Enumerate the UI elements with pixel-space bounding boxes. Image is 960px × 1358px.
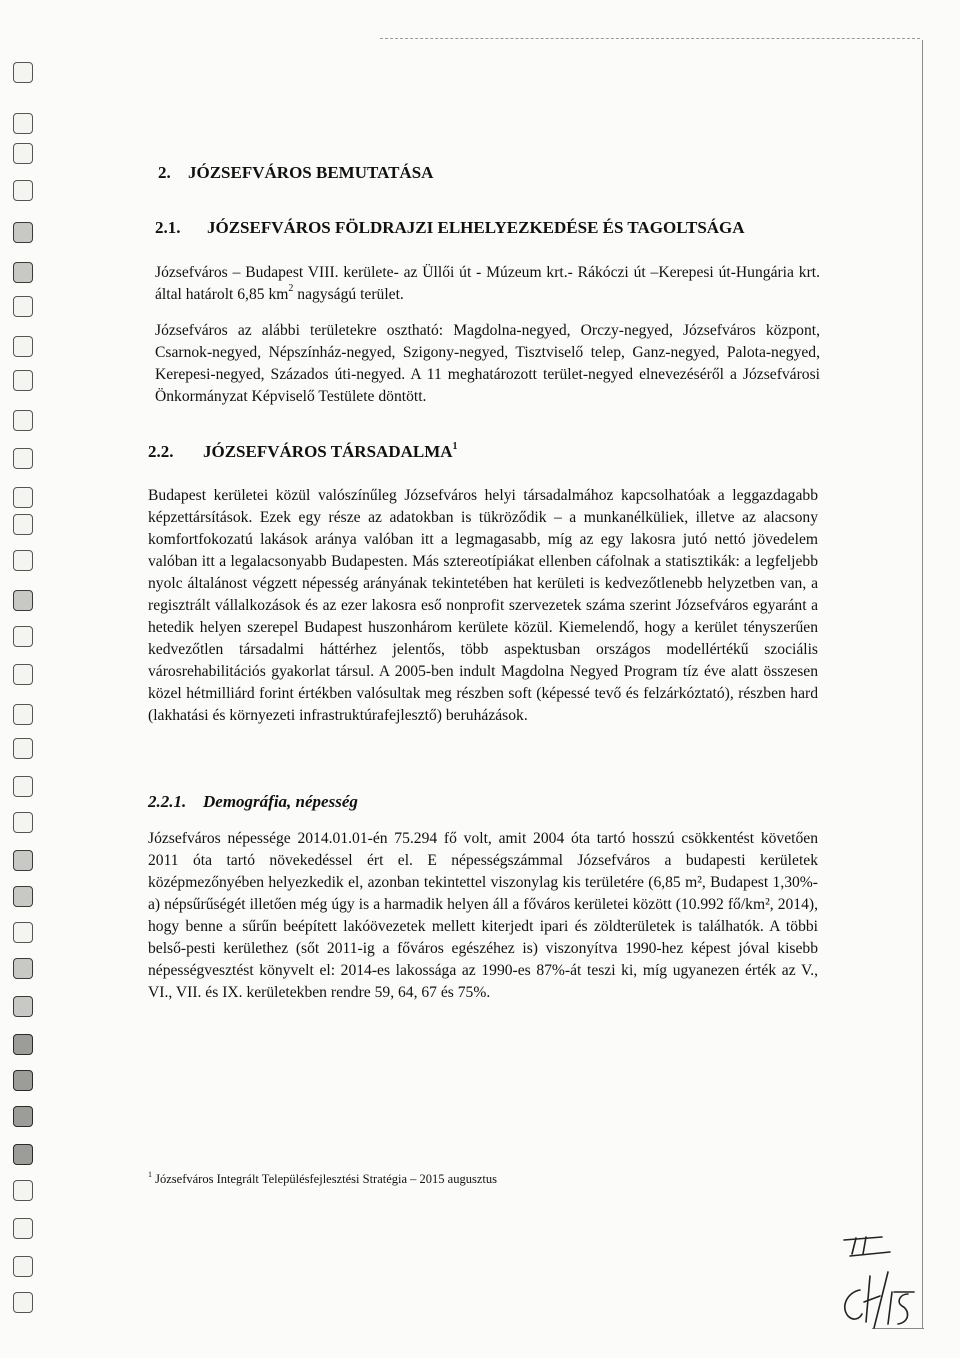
section-title: JÓZSEFVÁROS BEMUTATÁSA <box>188 163 434 182</box>
punch-hole <box>13 738 33 759</box>
binding-punch-holes <box>0 0 60 1358</box>
footnote <box>148 1172 497 1187</box>
paragraph-society: Budapest kerületei közül valószínűleg Józsefváros helyi társadalmához kapcsolhatóak a leggazdagabb képzettársítások. Ezek egy része az adatokban is tükröződik – a munkanélküliek, illetve az alacsony komfortfokozatú lakások aránya valóban itt a legmagasabb, míg az egy lakosra jutó nettó jövedelem valóban itt a legalacsonyabb Budapesten. Más sztereotípiákat ellenben cáfolnak a statisztikák: a legfeljebb nyolc általánost végzett népesség arányának tekintetében hat kerületi is kedvezőtlenebb helyzetben van, a regisztrált vállalkozások és az ezer lakosra eső nonprofit szervezetek száma szerint Józsefváros egyaránt a hetedik helyen szerepel Budapest huszonhárom kerülete közül. Kiemelendő, hogy a kerület tényszerűen kedvezőtlen társadalmi háttérhez jelentős, több aspektusban országos modellértékű szociális városrehabilitációs gyakorlat társul. A 2005-ben indult Magdolna Negyed Program tíz éve alatt összesen közel hétmilliárd forint értékben valósultak meg részben soft (képessé tevő és felzárkóztató), részben hard (lakhatási és környezeti infrastruktúrafejlesztő) beruházások. <box>148 487 818 724</box>
punch-hole <box>13 62 33 83</box>
section-title: JÓZSEFVÁROS TÁRSADALMA <box>203 442 453 461</box>
punch-hole <box>13 1218 33 1239</box>
punch-hole <box>13 296 33 317</box>
punch-hole <box>13 370 33 391</box>
scan-edge-top <box>380 38 920 39</box>
section-heading-2-2 <box>148 442 458 462</box>
punch-hole <box>13 590 33 611</box>
section-number: 2. <box>158 163 171 182</box>
punch-hole <box>13 704 33 725</box>
punch-hole <box>13 812 33 833</box>
punch-hole <box>13 958 33 979</box>
punch-hole <box>13 180 33 201</box>
punch-hole <box>13 996 33 1017</box>
punch-hole <box>13 222 33 243</box>
paragraph-location: Józsefváros – Budapest VIII. kerülete- az Üllői út - Múzeum krt.- Rákóczi út –Kerepesi út-Hungária krt. által határolt 6,85 $km^2$ nagyságú terület. <box>155 264 820 303</box>
handwritten-page-mark <box>830 1232 925 1332</box>
punch-hole <box>13 1256 33 1277</box>
punch-hole <box>13 262 33 283</box>
footnote-text: Józsefváros Integrált Településfejlesztési Stratégia – 2015 augusztus <box>155 1172 497 1186</box>
punch-hole <box>13 1034 33 1055</box>
paragraph-demography: Józsefváros népessége 2014.01.01-én 75.294 fő volt, amit 2004 óta tartó hosszú csökkentést követően 2011 óta tartó növekedéssel ért el. E népességszámmal Józsefváros a budapesti kerületek középmezőnyében helyezkedik el, azonban tekintettel viszonylag kis területére (6,85 m², Budapest 1,30%-a) népsűrűségét illetően még úgy is a harmadik helyen áll a főváros kerületei között (10.992 fő/km², 2014), hogy benne a sűrűn beépített lakóövezetek mellett kiterjedt ipari és zöldterületek is találhatók. A többi belső-pesti kerülethez (sőt 2011-ig a főváros egészéhez is) viszonyítva 1990-hez képest jóval kisebb népességvesztést könyvelt el: 2014-es lakossága az 1990-es 87%-át teszi ki, míg ugyanezen érték az V., VI., VII. és IX. kerületekben rendre 59, 64, 67 és 75%. <box>148 830 818 1001</box>
section-heading-2-1 <box>155 218 745 238</box>
punch-hole <box>13 550 33 571</box>
paragraph-districts: Józsefváros az alábbi területekre osztható: Magdolna-negyed, Orczy-negyed, Józsefváros központ, Csarnok-negyed, Népszínház-negyed, Szigony-negyed, Tisztviselő telep, Ganz-negyed, Palota-negyed, Kerepesi-negyed, Százados úti-negyed. A 11 meghatározott terület-negyed elnevezéséről a Józsefvárosi Önkormányzat Képviselő Testülete döntött. <box>155 322 820 405</box>
section-number: 2.2. <box>148 442 174 461</box>
section-heading-2-2-1 <box>148 792 358 812</box>
punch-hole <box>13 487 33 508</box>
punch-hole <box>13 514 33 535</box>
section-number: 2.1. <box>155 218 181 237</box>
punch-hole <box>13 143 33 164</box>
punch-hole <box>13 113 33 134</box>
punch-hole <box>13 664 33 685</box>
section-heading-2 <box>158 163 433 183</box>
punch-hole <box>13 776 33 797</box>
punch-hole <box>13 850 33 871</box>
punch-hole <box>13 1144 33 1165</box>
punch-hole <box>13 448 33 469</box>
scan-edge-right <box>922 40 923 1328</box>
punch-hole <box>13 1292 33 1313</box>
section-title: JÓZSEFVÁROS FÖLDRAJZI ELHELYEZKEDÉSE ÉS TAGOLTSÁGA <box>207 218 745 237</box>
footnote-reference: 1 <box>452 441 458 452</box>
section-number: 2.2.1. <box>148 792 187 811</box>
punch-hole <box>13 1180 33 1201</box>
punch-hole <box>13 410 33 431</box>
punch-hole <box>13 1106 33 1127</box>
punch-hole <box>13 886 33 907</box>
footnote-marker: 1 <box>148 1170 152 1179</box>
punch-hole <box>13 922 33 943</box>
punch-hole <box>13 1070 33 1091</box>
section-title: Demográfia, népesség <box>203 792 358 811</box>
punch-hole <box>13 626 33 647</box>
punch-hole <box>13 336 33 357</box>
